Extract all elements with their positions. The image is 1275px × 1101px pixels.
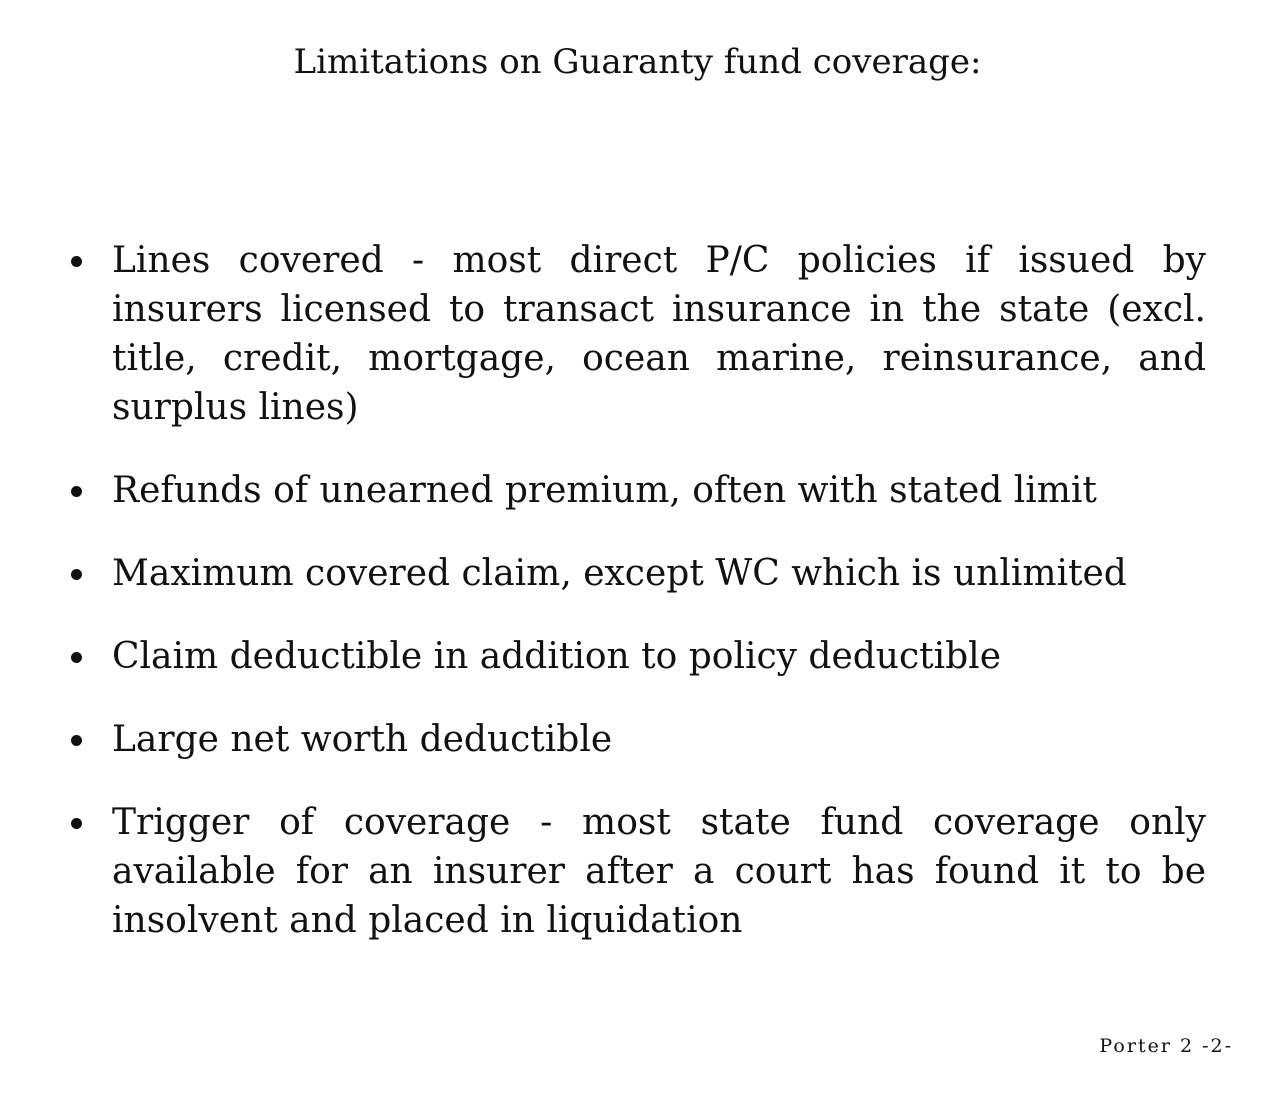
list-item-text: Maximum covered claim, except WC which is unlimited [112, 553, 1127, 594]
list-item-text: Large net worth deductible [112, 719, 613, 760]
list-item-text: Refunds of unearned premium, often with stated limit [112, 470, 1097, 511]
bullet-icon [71, 569, 82, 580]
list-item [66, 798, 1206, 945]
page-footer: Porter 2 -2- [1099, 1035, 1233, 1057]
page-title: Limitations on Guaranty fund coverage: [293, 42, 982, 82]
list-item [66, 236, 1206, 432]
bullet-icon [71, 652, 82, 663]
list-item [66, 466, 1206, 515]
list-item-text: Claim deductible in addition to policy deductible [112, 636, 1001, 677]
list-item-text: Lines covered - most direct P/C policies if issued by insurers licensed to transact insurance in the state (excl. title, credit, mortgage, ocean marine, reinsurance, and surplus lines) [112, 240, 1206, 428]
bullet-icon [71, 256, 82, 267]
bullet-icon [71, 486, 82, 497]
list-item [66, 632, 1206, 681]
bullet-icon [71, 735, 82, 746]
list-item-text: Trigger of coverage - most state fund coverage only available for an insurer after a court has found it to be insolvent and placed in liquidation [112, 802, 1206, 941]
bullet-list [66, 236, 1206, 979]
list-item [66, 549, 1206, 598]
list-item [66, 715, 1206, 764]
bullet-icon [71, 818, 82, 829]
